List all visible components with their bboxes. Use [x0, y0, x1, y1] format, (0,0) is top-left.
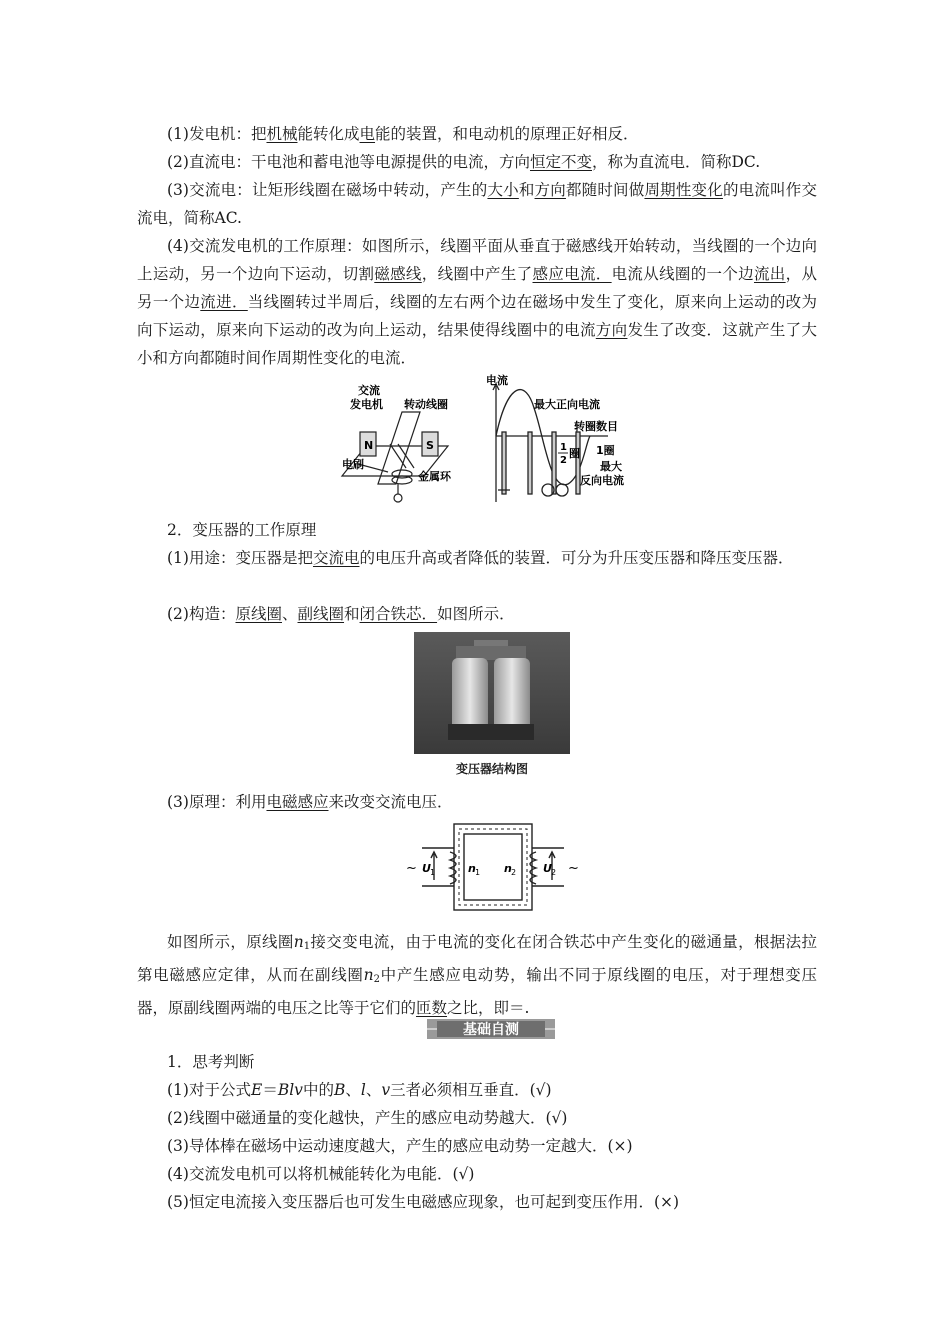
answer-mark: (×)	[653, 1193, 680, 1211]
text: 线圈中磁通量的变化越快，产生的感应电动势越大．	[188, 1109, 546, 1127]
label-u2: U	[543, 862, 552, 875]
text: ，线圈中产生了	[421, 265, 533, 283]
answer-blank: 交流电	[312, 549, 360, 567]
text: 如图所示．	[437, 605, 515, 623]
answer-mark: (×)	[607, 1137, 633, 1155]
text: 三者必须相互垂直．	[390, 1081, 530, 1099]
answer-blank: 大小	[487, 181, 519, 199]
generator-figure	[338, 372, 638, 508]
text: 直流电：干电池和蓄电池等电源提供的电流，方向	[188, 153, 530, 171]
label-current: 电流	[486, 374, 508, 387]
label-brush: 电刷	[342, 458, 364, 471]
label-max-negative-2: 反向电流	[580, 474, 624, 487]
answer-blank: 方向	[595, 321, 628, 339]
quiz-item	[167, 1188, 679, 1216]
label-u1-sub: 1	[430, 868, 436, 877]
transformer-schematic	[400, 820, 584, 916]
text: 中产生感应电动势，输出不同于原线圈的电压，对于理想变压器，原副线圈两端的电压之比等于它们的	[137, 966, 817, 1017]
quiz-item	[167, 1132, 633, 1160]
answer-blank: 副线圈	[297, 605, 345, 623]
formula-symbol: B	[333, 1081, 346, 1099]
text: 都随时间做	[565, 181, 645, 199]
section-heading: 2．变压器的工作原理	[167, 521, 317, 539]
answer-blank: 原线圈	[235, 605, 282, 623]
answer-blank: 恒定不变	[529, 153, 592, 171]
item-number: (1)	[167, 1081, 189, 1099]
text: ＝	[262, 1081, 278, 1099]
item-number: (1)	[167, 125, 189, 143]
answer-blank: 周期性变化	[644, 181, 723, 199]
text: 用途：变压器是把	[188, 549, 313, 567]
text: 交流发电机的工作原理：如图所示，线圈平面从垂直于磁感线开始转动，当线圈的一个边向上运动，另一个边向下运动，切割	[137, 237, 817, 283]
ac-source-left: ~	[406, 861, 417, 876]
transformer-photo	[414, 632, 570, 754]
answer-blank: 方向	[534, 181, 566, 199]
text: 当线圈转过半周后，线圈的左右两个边在磁场中发生了变化，原来向上运动的改为向下运动，原来向下运动的改为向上运动，结果使得线圈中的电流	[137, 293, 817, 339]
formula-symbol: Blv	[277, 1081, 303, 1099]
label-n2: n	[504, 862, 512, 875]
item-number: (3)	[167, 181, 189, 199]
answer-mark: (√)	[529, 1081, 552, 1099]
quiz-item	[167, 1160, 474, 1188]
banner-title: 基础自测	[463, 1022, 519, 1038]
item-number: (4)	[167, 237, 189, 255]
answer-blank: 流出	[753, 265, 786, 283]
text: 、	[345, 1081, 361, 1099]
text: 导体棒在磁场中运动速度越大，产生的感应电动势一定越大．	[188, 1137, 608, 1155]
text: 对于公式	[188, 1081, 251, 1099]
label-n1-sub: 1	[475, 868, 481, 877]
text: 、	[282, 605, 298, 623]
item-generator	[167, 120, 639, 148]
text: 如图所示，原线圈	[167, 933, 294, 951]
label-half-denominator: 2	[560, 455, 567, 466]
answer-blank: 磁感线	[374, 265, 422, 283]
answer-blank: 感应电流．	[532, 265, 612, 283]
text: 来改变交流电压．	[328, 793, 453, 811]
label-half-numerator: 1	[560, 442, 567, 453]
text: 和	[518, 181, 535, 199]
label-generator: 发电机	[350, 398, 383, 411]
symbol-n: n	[363, 966, 374, 984]
text: 能转化成	[297, 125, 360, 143]
label-metal-ring: 金属环	[418, 470, 451, 483]
item-dc	[167, 148, 760, 176]
item-ac	[137, 176, 817, 232]
text: 交流电：让矩形线圈在磁场中转动，产生的	[188, 181, 488, 199]
answer-mark: (√)	[452, 1165, 475, 1183]
answer-blank: 闭合铁芯．	[359, 605, 438, 623]
quiz-item	[167, 1104, 567, 1132]
section-banner	[427, 1017, 555, 1041]
subscript: 1	[303, 941, 311, 952]
item-number: (2)	[167, 1109, 189, 1127]
formula-symbol: E	[250, 1081, 263, 1099]
text: 构造：	[188, 605, 236, 623]
text: 发生了改变．这就产生了大小和方向都随时间作周期性变化的电流．	[137, 321, 817, 367]
photo-caption: 变压器结构图	[455, 762, 528, 776]
item-use	[137, 544, 817, 572]
item-principle	[137, 232, 817, 372]
item-principle-2	[167, 788, 453, 816]
text: ，称为直流电．简称DC.	[592, 153, 761, 171]
item-number: (3)	[167, 793, 189, 811]
answer-blank: 匝数	[416, 999, 448, 1017]
subscript: 2	[373, 974, 380, 985]
text: 电流从线圈的一个边	[611, 265, 754, 283]
text: 之比，即＝.	[447, 999, 530, 1017]
item-number: (4)	[167, 1165, 189, 1183]
label-ac: 交流	[358, 384, 380, 397]
text: 发电机：把	[188, 125, 267, 143]
label-n2-sub: 2	[511, 868, 517, 877]
generator-diagram	[342, 412, 448, 502]
formula-symbol: v	[381, 1081, 391, 1099]
ac-source-right: ~	[568, 861, 579, 876]
label-u2-sub: 2	[551, 868, 557, 877]
item-build	[167, 600, 515, 628]
answer-blank: 电	[359, 125, 376, 143]
text: 的电流叫作交流电，简称AC.	[137, 181, 817, 227]
text: 恒定电流接入变压器后也可发生电磁感应现象，也可起到变压作用．	[188, 1193, 654, 1211]
text: 交流发电机可以将机械能转化为电能．	[188, 1165, 453, 1183]
label-rotating-coil: 转动线圈	[404, 398, 448, 411]
text: 和	[344, 605, 360, 623]
text: 接交变电流，由于电流的变化在闭合铁芯中产生变化的磁通量，根据法拉第电磁感应定律，从而在副线圈	[137, 933, 817, 984]
label-half-turn: 圈	[569, 447, 580, 460]
item-number: (2)	[167, 605, 189, 623]
label-one-turn: 1圈	[596, 444, 615, 457]
text: ，从另一个边	[137, 265, 817, 311]
label-turn-count: 转圈数目	[574, 420, 618, 433]
explanation-paragraph	[137, 928, 817, 1022]
quiz-item	[167, 1076, 552, 1104]
label-u1: U	[422, 862, 431, 875]
symbol-n: n	[293, 933, 304, 951]
label-s-pole: S	[426, 439, 434, 452]
answer-blank: 电磁感应	[266, 793, 329, 811]
item-number: (2)	[167, 153, 189, 171]
text: 原理：利用	[188, 793, 267, 811]
quiz-heading: 1．思考判断	[167, 1053, 255, 1071]
label-max-positive-current: 最大正向电流	[534, 398, 600, 411]
label-n1: n	[468, 862, 476, 875]
label-n-pole: N	[364, 439, 374, 452]
answer-blank: 机械	[266, 125, 298, 143]
answer-blank: 流进．	[200, 293, 248, 311]
text: 中的	[302, 1081, 334, 1099]
text: 能的装置，和电动机的原理正好相反．	[375, 125, 639, 143]
item-number: (3)	[167, 1137, 189, 1155]
formula-symbol: l	[360, 1081, 366, 1099]
item-number: (1)	[167, 549, 189, 567]
item-number: (5)	[167, 1193, 189, 1211]
label-max-negative-1: 最大	[600, 460, 622, 473]
text: 、	[365, 1081, 382, 1099]
answer-mark: (√)	[545, 1109, 568, 1127]
text: 的电压升高或者降低的装置．可分为升压变压器和降压变压器．	[359, 549, 794, 567]
